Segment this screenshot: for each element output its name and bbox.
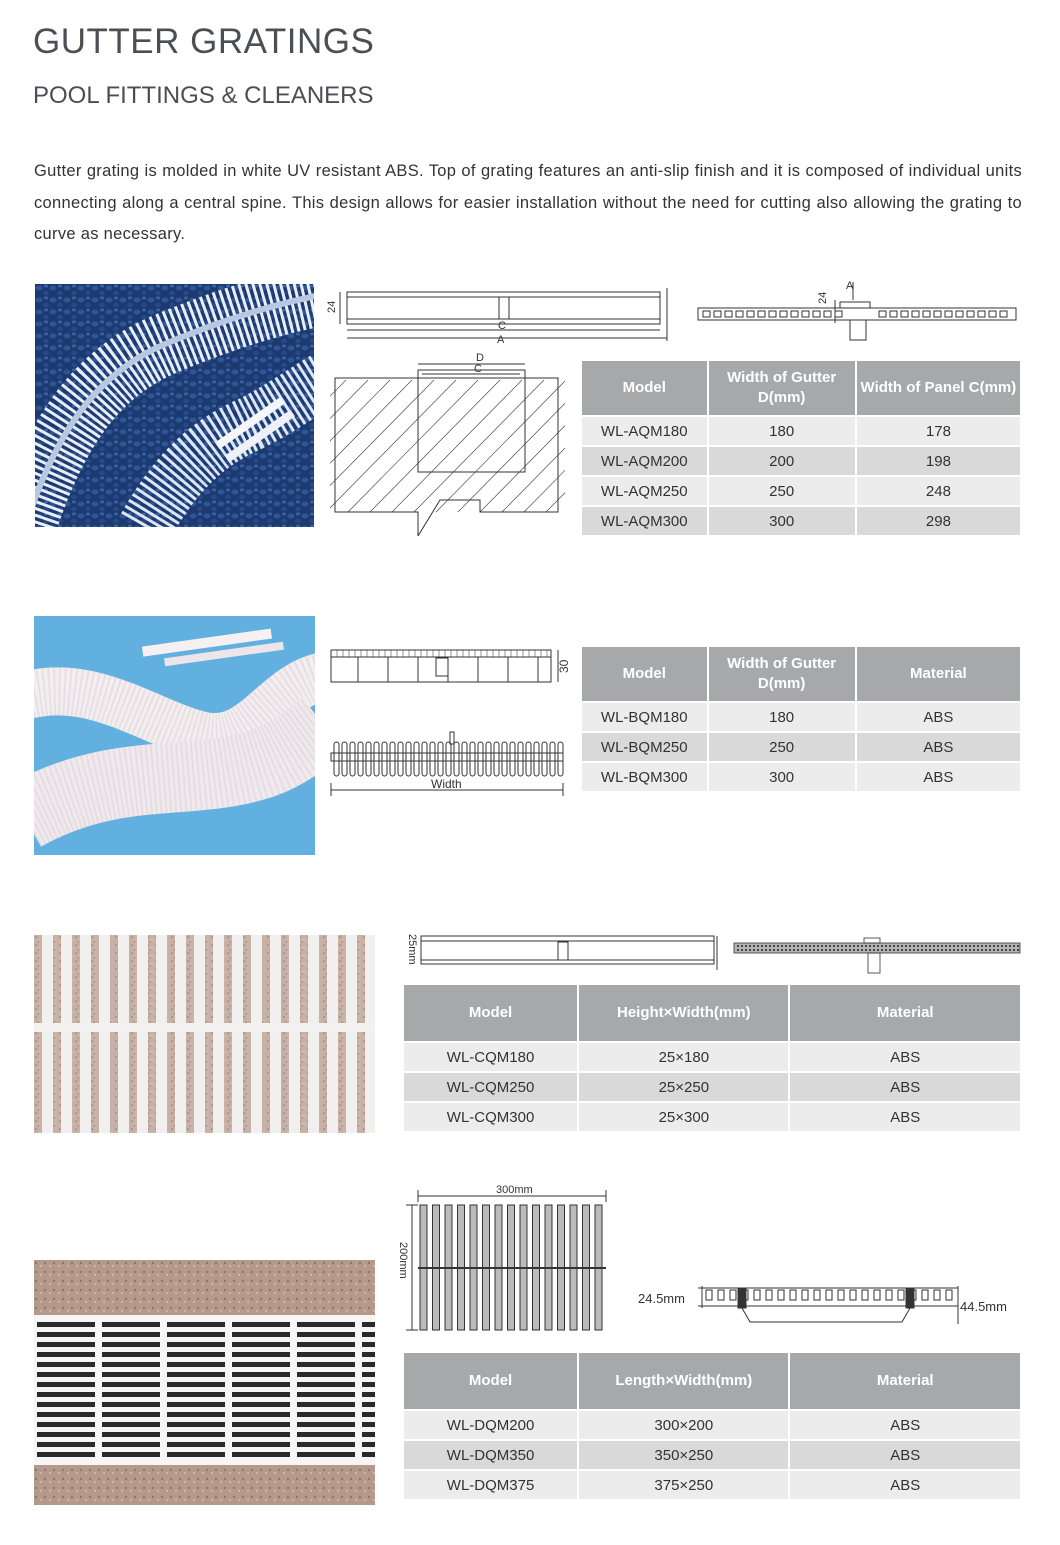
cell-model: WL-BQM300: [582, 763, 707, 791]
section-b-side-drawing: [328, 728, 568, 800]
table-row: [582, 733, 1020, 761]
cell-material: ABS: [857, 763, 1020, 791]
section-b-spec-table: [580, 645, 1022, 793]
cell-panel-width: 178: [857, 417, 1020, 445]
table-row: [404, 1441, 1020, 1469]
section-c-spec-table: [402, 983, 1022, 1133]
page-title: GUTTER GRATINGS: [33, 22, 375, 61]
section-b-top-drawing: [328, 645, 573, 689]
cell-gutter-width: 250: [709, 477, 855, 505]
cell-dimensions: 25×250: [579, 1073, 788, 1101]
cell-model: WL-DQM200: [404, 1411, 577, 1439]
cell-dimensions: 350×250: [579, 1441, 788, 1469]
cell-panel-width: 298: [857, 507, 1020, 535]
table-row: [404, 1043, 1020, 1071]
cell-model: WL-BQM180: [582, 703, 707, 731]
dim-d-width: 200mm: [397, 1242, 409, 1279]
section-a-spec-table: [580, 359, 1022, 537]
cell-material: ABS: [790, 1441, 1020, 1469]
col-header-material: Material: [857, 647, 1020, 701]
dim-d-length: 300mm: [496, 1184, 533, 1196]
table-row: [404, 1073, 1020, 1101]
cell-material: ABS: [790, 1073, 1020, 1101]
cell-model: WL-BQM250: [582, 733, 707, 761]
section-d-top-drawing: [396, 1180, 611, 1335]
dim-a-spine-height: 24: [817, 291, 829, 304]
straight-grating-photo: [34, 935, 375, 1133]
col-header-model: Model: [582, 647, 707, 701]
table-row: [404, 1411, 1020, 1439]
table-row: [582, 447, 1020, 475]
cell-material: ABS: [790, 1043, 1020, 1071]
cell-gutter-width: 200: [709, 447, 855, 475]
dim-a-d: D: [476, 352, 484, 364]
col-header-gutter-width: Width of Gutter D(mm): [709, 647, 855, 701]
section-a-profile-drawing: [322, 283, 682, 345]
anti-slip-grating-photo: [34, 616, 315, 855]
cell-model: WL-DQM350: [404, 1441, 577, 1469]
dim-d-total-height: 44.5mm: [960, 1299, 1007, 1314]
table-row: [582, 477, 1020, 505]
cell-model: WL-AQM300: [582, 507, 707, 535]
table-row: [582, 507, 1020, 535]
col-header-model: Model: [582, 361, 707, 415]
section-a-spine-drawing: [695, 278, 1020, 342]
table-row: [404, 1471, 1020, 1499]
col-header-material: Material: [790, 985, 1020, 1041]
pool-edge-grating-photo: [34, 1260, 375, 1505]
cell-model: WL-CQM300: [404, 1103, 577, 1131]
col-header-gutter-width: Width of Gutter D(mm): [709, 361, 855, 415]
section-c-profile-drawing: [397, 930, 722, 972]
dim-c-height: 25mm: [406, 934, 418, 965]
col-header-panel-width: Width of Panel C(mm): [857, 361, 1020, 415]
cell-material: ABS: [790, 1103, 1020, 1131]
col-header-height-width: Height×Width(mm): [579, 985, 788, 1041]
cell-panel-width: 198: [857, 447, 1020, 475]
cell-material: ABS: [790, 1471, 1020, 1499]
dim-a-c-top: C: [498, 320, 506, 332]
dim-a-height: 24: [326, 300, 338, 313]
cell-material: ABS: [857, 733, 1020, 761]
curved-grating-photo: [35, 284, 314, 527]
cell-dimensions: 300×200: [579, 1411, 788, 1439]
cell-model: WL-CQM250: [404, 1073, 577, 1101]
cell-dimensions: 375×250: [579, 1471, 788, 1499]
cell-material: ABS: [790, 1411, 1020, 1439]
cell-gutter-width: 300: [709, 507, 855, 535]
dim-b-width: Width: [431, 777, 462, 791]
section-d-spec-table: [402, 1351, 1022, 1501]
table-row: [582, 417, 1020, 445]
table-row: [404, 1103, 1020, 1131]
table-row: [582, 703, 1020, 731]
dim-b-height: 30: [557, 659, 571, 673]
dim-a-c: C: [474, 363, 482, 375]
cell-gutter-width: 300: [709, 763, 855, 791]
intro-paragraph: Gutter grating is molded in white UV resistant ABS. Top of grating features an anti-slip finish and it is composed of individual units connecting along a central spine. This design allows for easier installation without the need for cutting also allowing the grating to curve as necessary.: [34, 162, 1022, 243]
section-a-installation-drawing: [330, 350, 565, 536]
cell-gutter-width: 250: [709, 733, 855, 761]
section-d-side-drawing: [636, 1280, 1022, 1330]
dim-a-spine-a: A: [846, 280, 854, 292]
cell-dimensions: 25×300: [579, 1103, 788, 1131]
page-subtitle: POOL FITTINGS & CLEANERS: [33, 82, 374, 109]
cell-gutter-width: 180: [709, 417, 855, 445]
col-header-model: Model: [404, 1353, 577, 1409]
cell-model: WL-DQM375: [404, 1471, 577, 1499]
cell-model: WL-AQM180: [582, 417, 707, 445]
col-header-model: Model: [404, 985, 577, 1041]
cell-material: ABS: [857, 703, 1020, 731]
dim-d-top-height: 24.5mm: [638, 1291, 685, 1306]
col-header-material: Material: [790, 1353, 1020, 1409]
cell-model: WL-CQM180: [404, 1043, 577, 1071]
col-header-length-width: Length×Width(mm): [579, 1353, 788, 1409]
cell-model: WL-AQM200: [582, 447, 707, 475]
cell-panel-width: 248: [857, 477, 1020, 505]
dim-a-a: A: [497, 334, 505, 345]
cell-model: WL-AQM250: [582, 477, 707, 505]
cell-gutter-width: 180: [709, 703, 855, 731]
section-c-spine-drawing: [732, 935, 1022, 977]
cell-dimensions: 25×180: [579, 1043, 788, 1071]
table-row: [582, 763, 1020, 791]
